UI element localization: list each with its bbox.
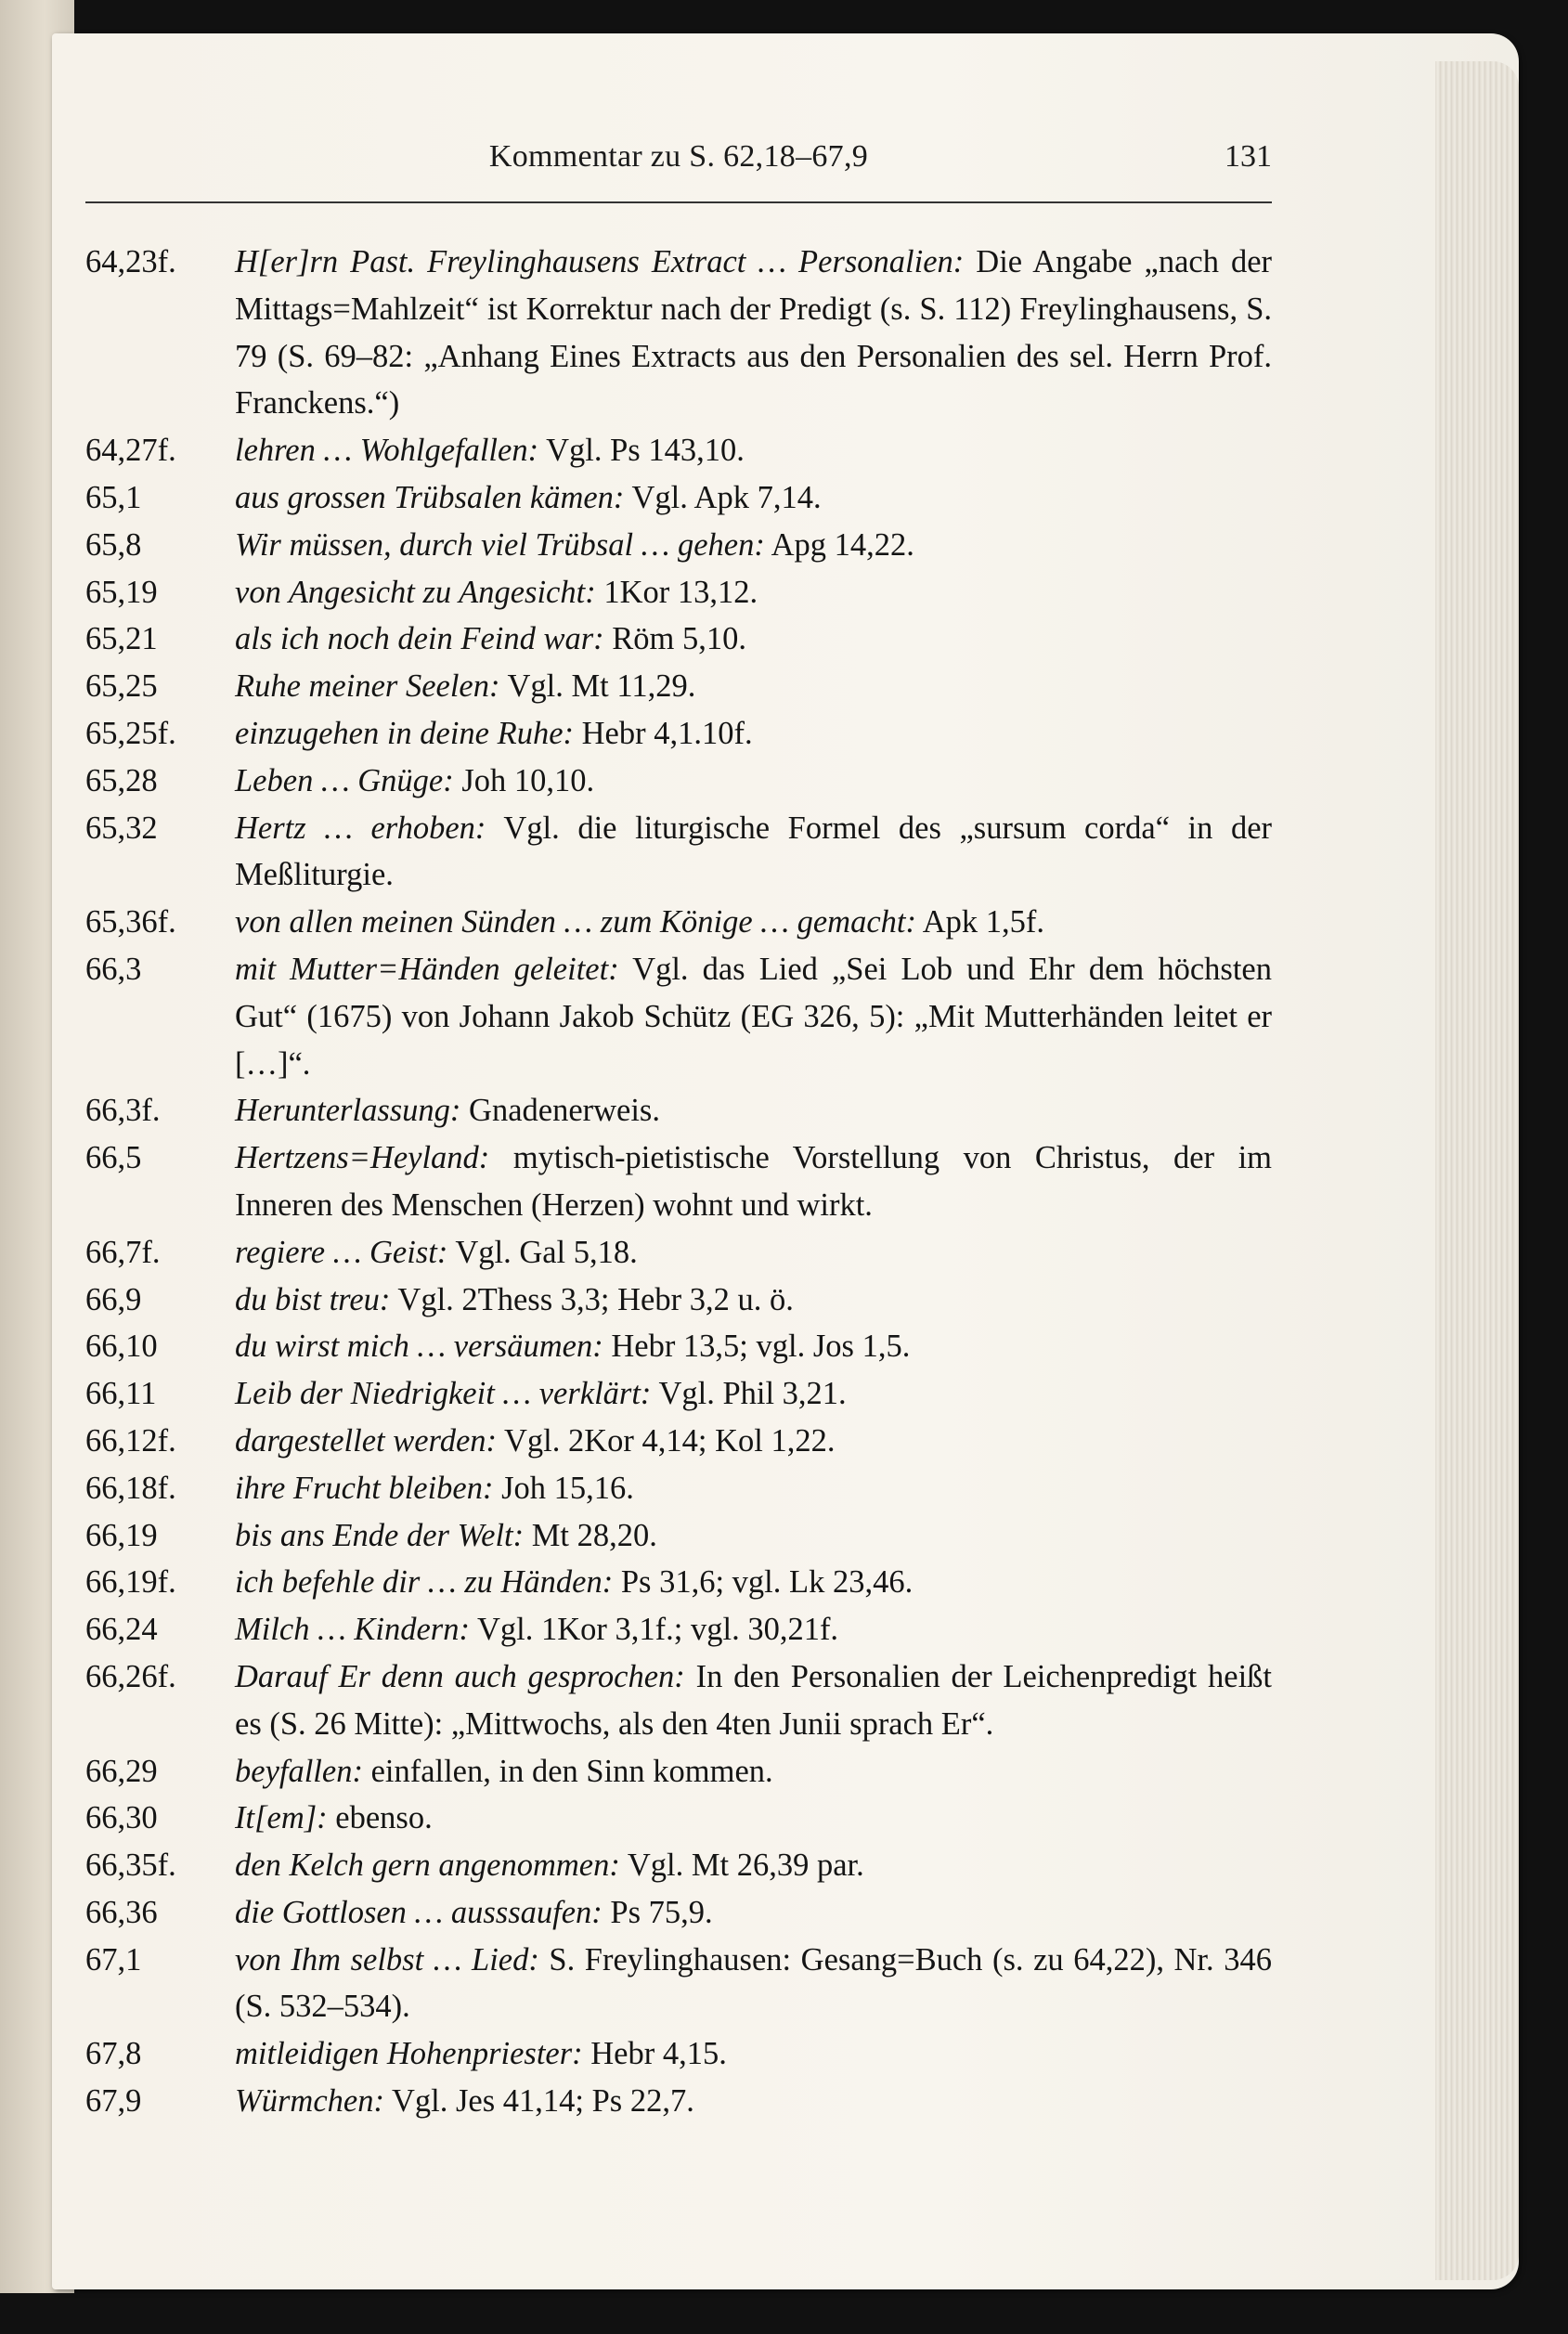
entry-body <box>235 1889 1272 1937</box>
commentary-text: Hebr 4,15. <box>590 2036 727 2072</box>
lemma: als ich noch dein Feind war: <box>235 621 604 657</box>
lemma: mitleidigen Hohenpriester: <box>235 2036 583 2072</box>
commentary-text: Vgl. Jes 41,14; Ps 22,7. <box>391 2083 694 2120</box>
entry-body <box>235 1465 1272 1512</box>
lemma: den Kelch gern angenommen: <box>235 1848 620 1884</box>
commentary-entry <box>85 616 1272 663</box>
entry-body <box>235 663 1272 710</box>
entry-body <box>235 1653 1272 1748</box>
lemma: Herunterlassung: <box>235 1093 461 1129</box>
commentary-text: S. Freylinghausen: Gesang=Buch (s. zu 64,22), Nr. 346 (S. 532–534). <box>235 1941 1272 2025</box>
commentary-text: Die Angabe „nach der Mittags=Mahlzeit“ ist Korrektur nach der Predigt (s. S. 112) Freylinghausens, S. 79 (S. 69–82: „Anhang Eines Extracts aus den Personalien des sel. Herrn Prof. Franckens.“) <box>235 244 1272 421</box>
line-reference: 67,8 <box>85 2036 142 2072</box>
lemma: Ruhe meiner Seelen: <box>235 668 500 705</box>
line-reference: 66,29 <box>85 1753 158 1789</box>
commentary-entry <box>85 1277 1272 1324</box>
line-reference: 66,3f. <box>85 1093 161 1129</box>
line-reference: 66,19 <box>85 1517 158 1553</box>
commentary-text: Vgl. 2Kor 4,14; Kol 1,22. <box>504 1422 836 1459</box>
lemma: ich befehle dir … zu Händen: <box>235 1564 614 1601</box>
line-reference: 66,12f. <box>85 1422 176 1459</box>
lemma: von Angesicht zu Angesicht: <box>235 574 596 610</box>
lemma: Hertz … erhoben: <box>235 810 486 846</box>
entry-body <box>235 474 1272 522</box>
line-reference: 66,3 <box>85 951 142 987</box>
lemma: Leib der Niedrigkeit … verklärt: <box>235 1376 652 1412</box>
line-reference: 66,11 <box>85 1376 157 1412</box>
commentary-entry <box>85 2078 1272 2125</box>
commentary-entry <box>85 1937 1272 2031</box>
lemma: die Gottlosen … ausssaufen: <box>235 1894 603 1930</box>
commentary-text: Vgl. Apk 7,14. <box>631 479 822 515</box>
line-reference: 64,27f. <box>85 433 176 469</box>
commentary-text: Hebr 4,1.10f. <box>581 715 753 751</box>
commentary-entry <box>85 1135 1272 1229</box>
entry-body <box>235 616 1272 663</box>
line-reference: 65,28 <box>85 762 158 798</box>
lemma: einzugehen in deine Ruhe: <box>235 715 574 751</box>
commentary-entry <box>85 1889 1272 1937</box>
line-reference: 66,30 <box>85 1800 158 1836</box>
commentary-entry <box>85 1512 1272 1560</box>
line-reference: 65,1 <box>85 479 142 515</box>
page-stack-edges <box>1435 61 1519 2280</box>
lemma: du bist treu: <box>235 1281 391 1317</box>
commentary-text: Vgl. das Lied „Sei Lob und Ehr dem höchsten Gut“ (1675) von Johann Jakob Schütz (EG 326, 5): „Mit Mutterhänden leitet er […]“. <box>235 951 1272 1082</box>
header-title: Kommentar zu S. 62,18–67,9 <box>488 139 869 174</box>
commentary-text: Joh 10,10. <box>461 762 595 798</box>
commentary-text: Röm 5,10. <box>612 621 747 657</box>
line-reference: 66,36 <box>85 1894 158 1930</box>
header-rule <box>85 201 1272 203</box>
entry-body <box>235 946 1272 1087</box>
commentary-entry <box>85 1323 1272 1370</box>
commentary-text: mytisch-pietistische Vorstellung von Christus, der im Inneren des Menschen (Herzen) wohnt und wirkt. <box>235 1140 1273 1223</box>
commentary-entry <box>85 1795 1272 1842</box>
line-reference: 66,26f. <box>85 1658 176 1694</box>
lemma: von allen meinen Sünden … zum Könige … gemacht: <box>235 904 916 940</box>
line-reference: 65,21 <box>85 621 158 657</box>
entry-body <box>235 1370 1272 1418</box>
entry-body <box>235 1135 1272 1229</box>
running-header <box>85 139 1272 186</box>
line-reference: 66,18f. <box>85 1470 176 1506</box>
line-reference: 66,19f. <box>85 1564 176 1601</box>
entry-body <box>235 1418 1272 1465</box>
commentary-text: Hebr 13,5; vgl. Jos 1,5. <box>611 1329 911 1365</box>
lemma: Wir müssen, durch viel Trübsal … gehen: <box>235 526 765 563</box>
line-reference: 67,9 <box>85 2083 142 2120</box>
commentary-text: Vgl. 1Kor 3,1f.; vgl. 30,21f. <box>477 1612 839 1648</box>
lemma: Würmchen: <box>235 2083 384 2120</box>
lemma: It[em]: <box>235 1800 328 1836</box>
commentary-entry <box>85 946 1272 1087</box>
entry-body <box>235 1512 1272 1560</box>
commentary-entry <box>85 663 1272 710</box>
entry-body <box>235 522 1272 569</box>
line-reference: 66,24 <box>85 1612 158 1648</box>
commentary-entry <box>85 1370 1272 1418</box>
commentary-entry <box>85 1229 1272 1277</box>
commentary-text: einfallen, in den Sinn kommen. <box>370 1753 773 1789</box>
lemma: Milch … Kindern: <box>235 1612 470 1648</box>
line-reference: 65,19 <box>85 574 158 610</box>
commentary-entry <box>85 758 1272 805</box>
commentary-text: Vgl. Mt 11,29. <box>507 668 696 705</box>
commentary-entry <box>85 1418 1272 1465</box>
line-reference: 66,7f. <box>85 1234 161 1270</box>
commentary-entry <box>85 1606 1272 1653</box>
lemma: lehren … Wohlgefallen: <box>235 433 539 469</box>
commentary-entry <box>85 1748 1272 1796</box>
line-reference: 67,1 <box>85 1941 142 1977</box>
line-reference: 65,25f. <box>85 715 176 751</box>
line-reference: 65,36f. <box>85 904 176 940</box>
entry-body <box>235 569 1272 616</box>
entry-body <box>235 1842 1272 1889</box>
lemma: beyfallen: <box>235 1753 363 1789</box>
line-reference: 66,5 <box>85 1140 142 1176</box>
entry-body <box>235 2078 1272 2125</box>
commentary-text: Joh 15,16. <box>501 1470 634 1506</box>
commentary-text: Vgl. 2Thess 3,3; Hebr 3,2 u. ö. <box>397 1281 794 1317</box>
entry-body <box>235 1277 1272 1324</box>
commentary-entry <box>85 239 1272 427</box>
line-reference: 65,32 <box>85 810 158 846</box>
commentary-entry <box>85 1559 1272 1606</box>
lemma: ihre Frucht bleiben: <box>235 1470 494 1506</box>
entry-body <box>235 1087 1272 1135</box>
lemma: regiere … Geist: <box>235 1234 448 1270</box>
commentary-text: Gnadenerweis. <box>469 1093 660 1129</box>
lemma: mit Mutter=Händen geleitet: <box>235 951 619 987</box>
entry-body <box>235 2030 1272 2078</box>
entry-body <box>235 1323 1272 1370</box>
entry-body <box>235 899 1272 946</box>
lemma: Darauf Er denn auch gesprochen: <box>235 1658 685 1694</box>
commentary-entry <box>85 1653 1272 1748</box>
entry-body <box>235 1229 1272 1277</box>
commentary-entry <box>85 805 1272 900</box>
commentary-entry <box>85 569 1272 616</box>
lemma: du wirst mich … versäumen: <box>235 1329 603 1365</box>
commentary-text: Vgl. Gal 5,18. <box>455 1234 638 1270</box>
commentary-text: ebenso. <box>335 1800 433 1836</box>
entry-body <box>235 1748 1272 1796</box>
entry-body <box>235 427 1272 474</box>
commentary-entry <box>85 522 1272 569</box>
commentary-entry <box>85 710 1272 758</box>
lemma: H[er]rn Past. Freylinghausens Extract … Personalien: <box>235 244 965 279</box>
commentary-text: In den Personalien der Leichenpredigt heißt es (S. 26 Mitte): „Mittwochs, als den 4ten Junii sprach Er“. <box>235 1658 1272 1742</box>
entry-body <box>235 1606 1272 1653</box>
commentary-text: Apg 14,22. <box>771 526 914 563</box>
page-number: 131 <box>1225 139 1272 174</box>
entry-body <box>235 805 1272 900</box>
line-reference: 64,23f. <box>85 244 176 279</box>
commentary-text: Ps 31,6; vgl. Lk 23,46. <box>620 1564 914 1601</box>
entry-body <box>235 710 1272 758</box>
entry-body <box>235 1937 1272 2031</box>
commentary-entry <box>85 2030 1272 2078</box>
entry-body <box>235 239 1272 427</box>
commentary-entry <box>85 474 1272 522</box>
entry-body <box>235 1795 1272 1842</box>
commentary-entry <box>85 1465 1272 1512</box>
line-reference: 66,35f. <box>85 1848 176 1884</box>
commentary-text: 1Kor 13,12. <box>603 574 758 610</box>
commentary-text: Vgl. die liturgische Formel des „sursum corda“ in der Meßliturgie. <box>235 810 1272 893</box>
lemma: bis ans Ende der Welt: <box>235 1517 525 1553</box>
lemma: Leben … Gnüge: <box>235 762 454 798</box>
commentary-text: Apk 1,5f. <box>922 904 1044 940</box>
lemma: dargestellet werden: <box>235 1422 497 1459</box>
commentary-text: Vgl. Mt 26,39 par. <box>627 1848 864 1884</box>
lemma: Hertzens=Heyland: <box>235 1140 490 1176</box>
commentary-text: Mt 28,20. <box>531 1517 657 1553</box>
entry-body <box>235 758 1272 805</box>
entry-body <box>235 1559 1272 1606</box>
lemma: aus grossen Trübsalen kämen: <box>235 479 625 515</box>
commentary-entry <box>85 1087 1272 1135</box>
commentary-text: Vgl. Phil 3,21. <box>658 1376 847 1412</box>
lemma: von Ihm selbst … Lied: <box>235 1941 539 1977</box>
commentary-entry <box>85 899 1272 946</box>
commentary-text: Vgl. Ps 143,10. <box>546 433 745 469</box>
commentary-list <box>85 239 1272 2125</box>
commentary-entry <box>85 1842 1272 1889</box>
line-reference: 65,8 <box>85 526 142 563</box>
line-reference: 66,10 <box>85 1329 158 1365</box>
line-reference: 65,25 <box>85 668 158 705</box>
commentary-entry <box>85 427 1272 474</box>
commentary-text: Ps 75,9. <box>610 1894 713 1930</box>
line-reference: 66,9 <box>85 1281 142 1317</box>
